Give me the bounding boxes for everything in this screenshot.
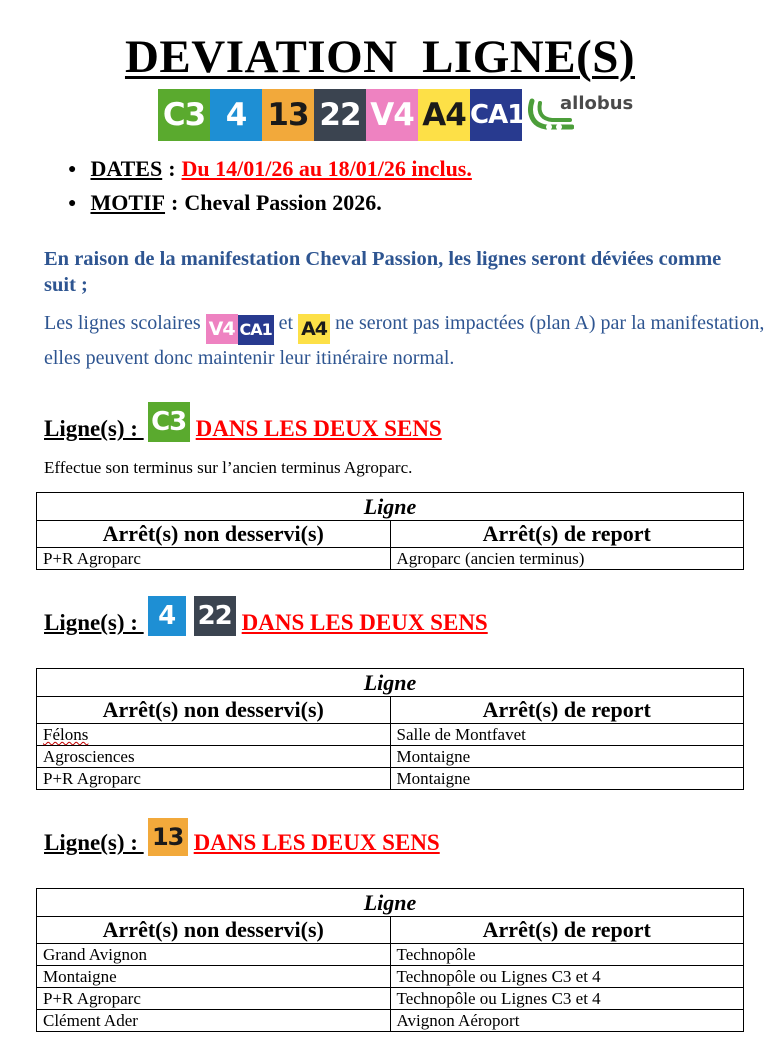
motif-label: MOTIF	[90, 190, 166, 215]
table-row	[37, 944, 744, 966]
bullet-dot-icon: ●	[68, 162, 77, 177]
note-text-mid: et	[273, 312, 299, 334]
skipped-stop: P+R Agroparc	[37, 548, 391, 570]
skipped-stop: P+R Agroparc	[37, 988, 391, 1010]
table-row	[37, 724, 744, 746]
motif-value: Cheval Passion 2026.	[184, 190, 382, 215]
table-caption: Ligne	[37, 669, 744, 697]
direction-label: DANS LES DEUX SENS	[241, 610, 488, 635]
line-badge-c3: C3	[158, 89, 210, 141]
section-heading-13	[44, 818, 440, 856]
section-label: Ligne(s) :	[44, 830, 144, 855]
line-badge-ca1: CA1	[470, 89, 522, 141]
dates-value: Du 14/01/26 au 18/01/26 inclus.	[181, 156, 472, 181]
table-row	[37, 548, 744, 570]
col-header-replacement: Arrêt(s) de report	[390, 917, 744, 944]
allobus-wordmark: allobus	[560, 93, 634, 114]
dates-label: DATES	[90, 156, 163, 181]
line-badge-v4: V4	[366, 89, 418, 141]
note-text-before: Les lignes scolaires	[44, 312, 206, 334]
table-row	[37, 768, 744, 790]
direction-label: DANS LES DEUX SENS	[193, 830, 440, 855]
dates-item: ● DATES : Du 14/01/26 au 18/01/26 inclus.	[68, 156, 472, 181]
section-heading-4-22	[44, 596, 488, 636]
line-badge-4: 4	[210, 89, 262, 141]
replacement-stop: Avignon Aéroport	[390, 1010, 744, 1032]
skipped-stop: Montaigne	[37, 966, 391, 988]
col-header-skipped: Arrêt(s) non desservi(s)	[37, 521, 391, 548]
replacement-stop: Montaigne	[390, 746, 744, 768]
replacement-stop: Montaigne	[390, 768, 744, 790]
col-header-skipped: Arrêt(s) non desservi(s)	[37, 697, 391, 724]
skipped-stop-text: Félons	[43, 725, 89, 744]
replacement-stop: Agroparc (ancien terminus)	[390, 548, 744, 570]
table-caption: Ligne	[37, 889, 744, 917]
replacement-stop: Salle de Montfavet	[390, 724, 744, 746]
direction-label: DANS LES DEUX SENS	[195, 416, 442, 441]
line-badge-ca1: CA1	[238, 315, 274, 345]
table-row	[37, 746, 744, 768]
info-list	[68, 156, 472, 224]
page-title: DEVIATION LIGNE(S)	[124, 31, 636, 83]
line-badge-strip	[158, 89, 632, 141]
skipped-stop	[37, 724, 391, 746]
line-badge-v4: V4	[206, 314, 238, 344]
table-row	[37, 988, 744, 1010]
section-label: Ligne(s) :	[44, 416, 144, 441]
section-heading-c3	[44, 402, 442, 442]
col-header-skipped: Arrêt(s) non desservi(s)	[37, 917, 391, 944]
stops-table-4-22	[36, 668, 744, 790]
line-badge-a4: A4	[418, 89, 470, 141]
note-text-after: ne seront pas impactées (plan A) par la manifestation, elles peuvent donc maintenir leur itinéraire normal.	[44, 312, 765, 369]
skipped-stop: Clément Ader	[37, 1010, 391, 1032]
replacement-stop: Technopôle ou Lignes C3 et 4	[390, 988, 744, 1010]
intro-text: En raison de la manifestation Cheval Passion, les lignes seront déviées comme suit ;	[44, 248, 722, 296]
line-badge-4: 4	[148, 596, 186, 636]
line-badge-13: 13	[148, 818, 188, 856]
stops-table-13	[36, 888, 744, 1032]
table-row	[37, 1010, 744, 1032]
line-badge-c3: C3	[148, 402, 190, 442]
col-header-replacement: Arrêt(s) de report	[390, 697, 744, 724]
section-description: Effectue son terminus sur l’ancien terminus Agroparc.	[44, 458, 413, 477]
bullet-dot-icon: ●	[68, 196, 77, 211]
skipped-stop: Agrosciences	[37, 746, 391, 768]
replacement-stop: Technopôle	[390, 944, 744, 966]
stops-table-c3	[36, 492, 744, 570]
line-badge-22: 22	[194, 596, 236, 636]
school-lines-note	[44, 310, 768, 371]
table-row	[37, 966, 744, 988]
skipped-stop: P+R Agroparc	[37, 768, 391, 790]
line-badge-13: 13	[262, 89, 314, 141]
line-badge-a4: A4	[298, 314, 330, 344]
col-header-replacement: Arrêt(s) de report	[390, 521, 744, 548]
line-badge-22: 22	[314, 89, 366, 141]
table-caption: Ligne	[37, 493, 744, 521]
skipped-stop: Grand Avignon	[37, 944, 391, 966]
motif-item: ● MOTIF : Cheval Passion 2026.	[68, 190, 382, 215]
allobus-logo	[526, 89, 632, 141]
replacement-stop: Technopôle ou Lignes C3 et 4	[390, 966, 744, 988]
section-label: Ligne(s) :	[44, 610, 144, 635]
